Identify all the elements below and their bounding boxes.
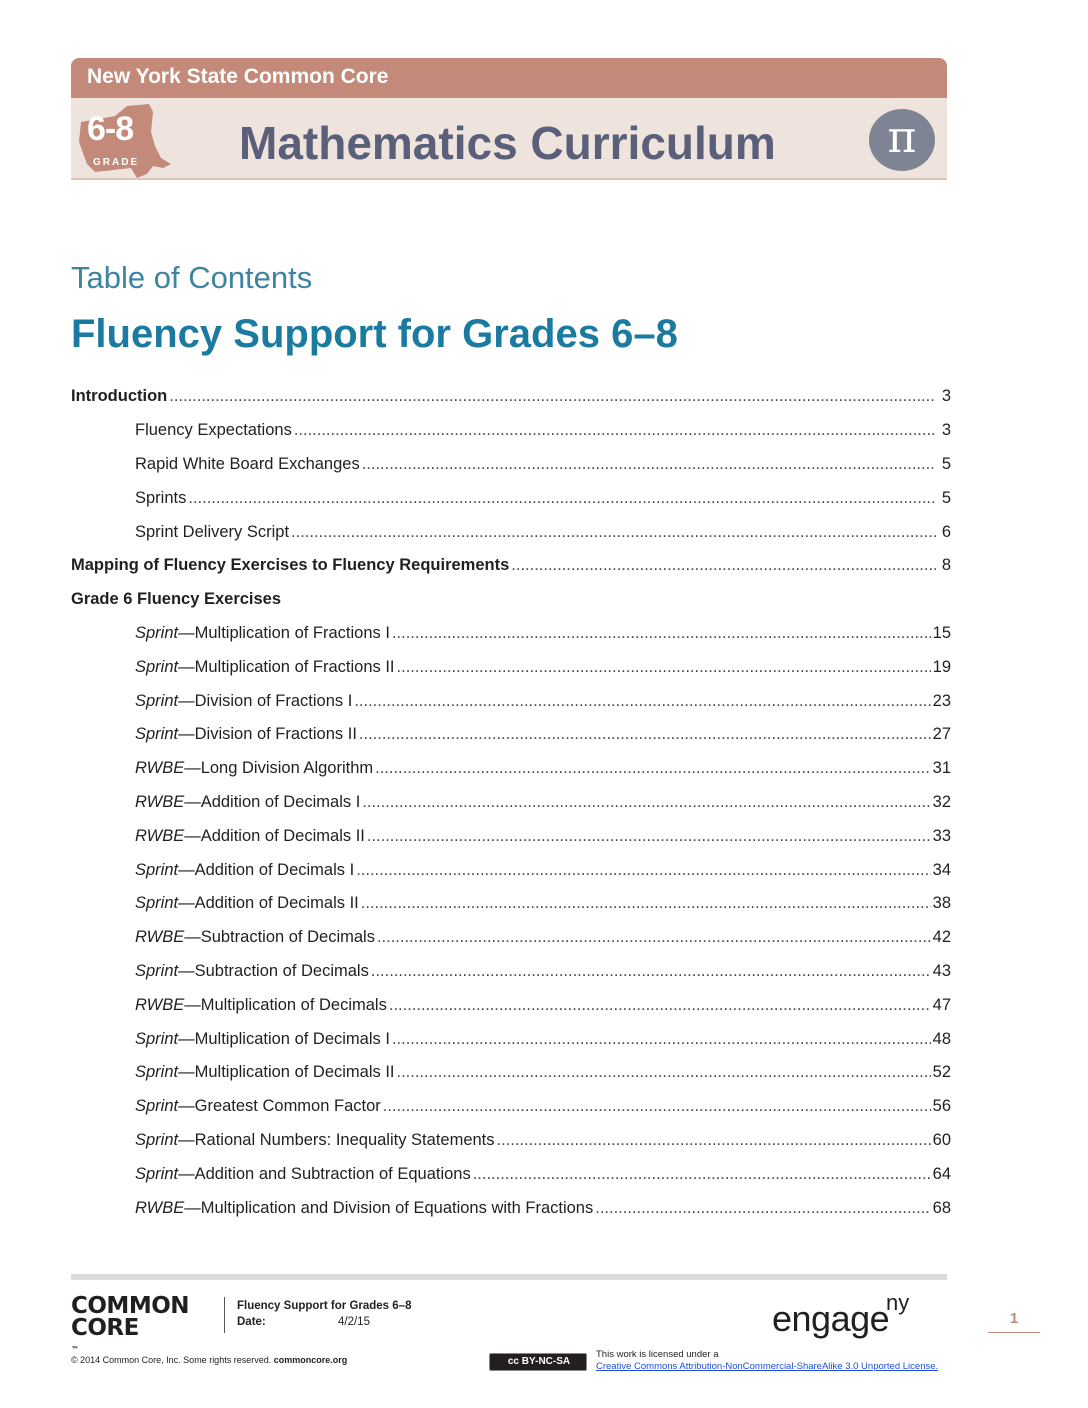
toc-entry-title: —Addition of Decimals I bbox=[178, 860, 355, 879]
exercise-kind: RWBE bbox=[135, 826, 185, 845]
leader-dots bbox=[188, 489, 935, 508]
exercise-kind: Sprint bbox=[135, 1097, 179, 1116]
toc-entry-title: —Multiplication of Decimals bbox=[184, 995, 387, 1014]
toc-entry[interactable] bbox=[71, 617, 951, 651]
header-banner bbox=[71, 58, 947, 98]
logo-trademark: ™ bbox=[71, 1345, 79, 1354]
exercise-kind: RWBE bbox=[135, 928, 185, 947]
exercise-kind: RWBE bbox=[135, 759, 185, 778]
toc-entry-page: 32 bbox=[932, 792, 951, 811]
toc-entry-title: Sprints bbox=[135, 488, 187, 507]
toc-entry-title: —Addition of Decimals II bbox=[178, 894, 359, 913]
toc-entry[interactable] bbox=[71, 786, 951, 820]
toc-entry-page: 19 bbox=[932, 657, 951, 676]
leader-dots bbox=[377, 928, 931, 947]
leader-dots bbox=[367, 827, 931, 846]
cc-license-icon[interactable] bbox=[489, 1353, 587, 1371]
exercise-kind: Sprint bbox=[135, 691, 179, 710]
leader-dots bbox=[361, 894, 931, 913]
toc-entry[interactable] bbox=[71, 819, 951, 853]
toc-entry-title: —Addition of Decimals II bbox=[184, 826, 365, 845]
toc-section-title: Grade 6 Fluency Exercises bbox=[71, 590, 282, 609]
leader-dots bbox=[497, 1131, 931, 1150]
license-link[interactable]: Creative Commons Attribution-NonCommercial-ShareAlike 3.0 Unported License. bbox=[596, 1361, 939, 1372]
toc-entry-page: 31 bbox=[932, 759, 951, 778]
toc-entry[interactable] bbox=[71, 988, 951, 1022]
toc-entry-title: —Addition of Decimals I bbox=[184, 792, 361, 811]
toc-entry[interactable] bbox=[71, 718, 951, 752]
toc-entry-page: 15 bbox=[932, 623, 951, 642]
toc-entry[interactable] bbox=[71, 549, 951, 583]
page-number: 1 bbox=[1009, 1310, 1019, 1327]
copyright-text: © 2014 Common Core, Inc. Some rights reserved. bbox=[71, 1355, 274, 1365]
toc-entry[interactable] bbox=[71, 1191, 951, 1225]
footer-doc-title: Fluency Support for Grades 6–8 bbox=[237, 1300, 412, 1312]
leader-dots bbox=[473, 1165, 931, 1184]
toc-subtitle: Table of Contents bbox=[71, 260, 313, 295]
toc-entry[interactable] bbox=[71, 1157, 951, 1191]
toc-entry[interactable] bbox=[71, 515, 951, 549]
leader-dots bbox=[375, 759, 931, 778]
toc-entry-title: —Addition and Subtraction of Equations bbox=[178, 1164, 471, 1183]
page-number-rule bbox=[988, 1332, 1040, 1333]
leader-dots bbox=[291, 523, 936, 542]
leader-dots bbox=[511, 556, 936, 575]
toc-entry-page: 8 bbox=[941, 556, 951, 575]
cc-badge-label: cc BY-NC-SA bbox=[507, 1356, 571, 1367]
leader-dots bbox=[354, 692, 930, 711]
toc-entry-title: —Multiplication of Decimals I bbox=[178, 1029, 390, 1048]
toc-list bbox=[71, 380, 951, 1225]
toc-title: Fluency Support for Grades 6–8 bbox=[71, 312, 678, 356]
toc-entry-title: —Multiplication of Fractions I bbox=[178, 623, 390, 642]
toc-entry-page: 6 bbox=[941, 522, 951, 541]
toc-entry-page: 56 bbox=[932, 1097, 951, 1116]
engageny-logo-sup: ny bbox=[886, 1290, 910, 1315]
toc-entry-page: 60 bbox=[932, 1130, 951, 1149]
toc-entry-title: —Multiplication of Decimals II bbox=[178, 1063, 395, 1082]
toc-entry-page: 38 bbox=[932, 894, 951, 913]
toc-entry[interactable] bbox=[71, 1090, 951, 1124]
leader-dots bbox=[362, 793, 930, 812]
toc-entry-title: —Division of Fractions I bbox=[178, 691, 353, 710]
toc-entry-page: 47 bbox=[932, 995, 951, 1014]
toc-entry-page: 5 bbox=[941, 454, 951, 473]
exercise-kind: Sprint bbox=[135, 961, 179, 980]
toc-entry-title: Introduction bbox=[71, 387, 168, 406]
toc-entry-title: —Greatest Common Factor bbox=[178, 1097, 381, 1116]
leader-dots bbox=[392, 1030, 931, 1049]
toc-entry[interactable] bbox=[71, 853, 951, 887]
toc-entry-title: —Multiplication and Division of Equations with Fractions bbox=[184, 1198, 594, 1217]
toc-entry[interactable] bbox=[71, 650, 951, 684]
toc-entry[interactable] bbox=[71, 955, 951, 989]
toc-entry-page: 43 bbox=[932, 961, 951, 980]
leader-dots bbox=[383, 1097, 931, 1116]
leader-dots bbox=[397, 1063, 931, 1082]
leader-dots bbox=[595, 1199, 930, 1218]
toc-entry-title: —Multiplication of Fractions II bbox=[178, 657, 395, 676]
title-bar bbox=[71, 98, 947, 180]
exercise-kind: RWBE bbox=[135, 1198, 185, 1217]
toc-entry-page: 23 bbox=[932, 691, 951, 710]
leader-dots bbox=[371, 962, 931, 981]
toc-entry-title: —Rational Numbers: Inequality Statements bbox=[178, 1130, 495, 1149]
exercise-kind: Sprint bbox=[135, 860, 179, 879]
pi-icon bbox=[869, 109, 935, 171]
toc-entry[interactable] bbox=[71, 1124, 951, 1158]
banner-title: New York State Common Core bbox=[87, 65, 389, 88]
toc-entry-page: 33 bbox=[932, 826, 951, 845]
engageny-logo: engage bbox=[772, 1298, 890, 1339]
toc-entry-title: —Division of Fractions II bbox=[178, 725, 357, 744]
copyright-site: commoncore.org bbox=[273, 1355, 348, 1365]
leader-dots bbox=[169, 387, 936, 406]
footer-date-label: Date: bbox=[237, 1316, 266, 1328]
toc-entry-page: 34 bbox=[932, 860, 951, 879]
leader-dots bbox=[294, 421, 936, 440]
toc-entry[interactable] bbox=[71, 684, 951, 718]
exercise-kind: Sprint bbox=[135, 894, 179, 913]
toc-entry[interactable] bbox=[71, 448, 951, 482]
toc-entry-title: Mapping of Fluency Exercises to Fluency Requirements bbox=[71, 556, 510, 575]
toc-entry-title: —Subtraction of Decimals bbox=[178, 961, 369, 980]
toc-entry-title: Sprint Delivery Script bbox=[135, 522, 290, 541]
toc-entry[interactable] bbox=[71, 1056, 951, 1090]
toc-entry[interactable] bbox=[71, 752, 951, 786]
toc-entry[interactable] bbox=[71, 380, 951, 414]
leader-dots bbox=[356, 861, 930, 880]
toc-entry-page: 3 bbox=[941, 421, 951, 440]
toc-entry[interactable] bbox=[71, 414, 951, 448]
leader-dots bbox=[392, 624, 931, 643]
pi-symbol: π bbox=[887, 112, 917, 163]
footer-date: 4/2/15 bbox=[338, 1316, 370, 1328]
license-text: This work is licensed under a bbox=[596, 1349, 719, 1360]
exercise-kind: Sprint bbox=[135, 1164, 179, 1183]
leader-dots bbox=[362, 455, 936, 474]
leader-dots bbox=[359, 725, 931, 744]
toc-entry-page: 52 bbox=[932, 1063, 951, 1082]
toc-entry[interactable] bbox=[71, 481, 951, 515]
toc-entry-title: Rapid White Board Exchanges bbox=[135, 454, 360, 473]
grade-label: GRADE bbox=[93, 157, 140, 168]
exercise-kind: Sprint bbox=[135, 1029, 179, 1048]
leader-dots bbox=[397, 658, 931, 677]
copyright-notice bbox=[71, 1355, 347, 1365]
toc-entry-page: 27 bbox=[932, 725, 951, 744]
toc-section-heading bbox=[71, 583, 951, 617]
exercise-kind: Sprint bbox=[135, 725, 179, 744]
exercise-kind: Sprint bbox=[135, 1063, 179, 1082]
footer-rule bbox=[71, 1274, 947, 1280]
toc-entry[interactable] bbox=[71, 921, 951, 955]
toc-entry-title: Fluency Expectations bbox=[135, 421, 292, 440]
leader-dots bbox=[389, 996, 931, 1015]
logo-line-2: CORE bbox=[71, 1315, 139, 1341]
toc-entry-page: 64 bbox=[932, 1164, 951, 1183]
toc-entry[interactable] bbox=[71, 1022, 951, 1056]
toc-entry-title: —Long Division Algorithm bbox=[184, 759, 374, 778]
footer-divider bbox=[224, 1297, 225, 1333]
logo-line-1: COMMON bbox=[71, 1293, 190, 1319]
grade-number: 6-8 bbox=[87, 110, 134, 148]
toc-entry-page: 42 bbox=[932, 928, 951, 947]
toc-entry[interactable] bbox=[71, 887, 951, 921]
toc-entry-page: 3 bbox=[941, 387, 951, 406]
exercise-kind: RWBE bbox=[135, 995, 185, 1014]
exercise-kind: Sprint bbox=[135, 657, 179, 676]
toc-entry-page: 68 bbox=[932, 1198, 951, 1217]
exercise-kind: Sprint bbox=[135, 623, 179, 642]
curriculum-title: Mathematics Curriculum bbox=[239, 117, 776, 169]
toc-entry-page: 48 bbox=[932, 1029, 951, 1048]
exercise-kind: Sprint bbox=[135, 1130, 179, 1149]
toc-entry-title: —Subtraction of Decimals bbox=[184, 928, 375, 947]
toc-entry-page: 5 bbox=[941, 488, 951, 507]
exercise-kind: RWBE bbox=[135, 792, 185, 811]
